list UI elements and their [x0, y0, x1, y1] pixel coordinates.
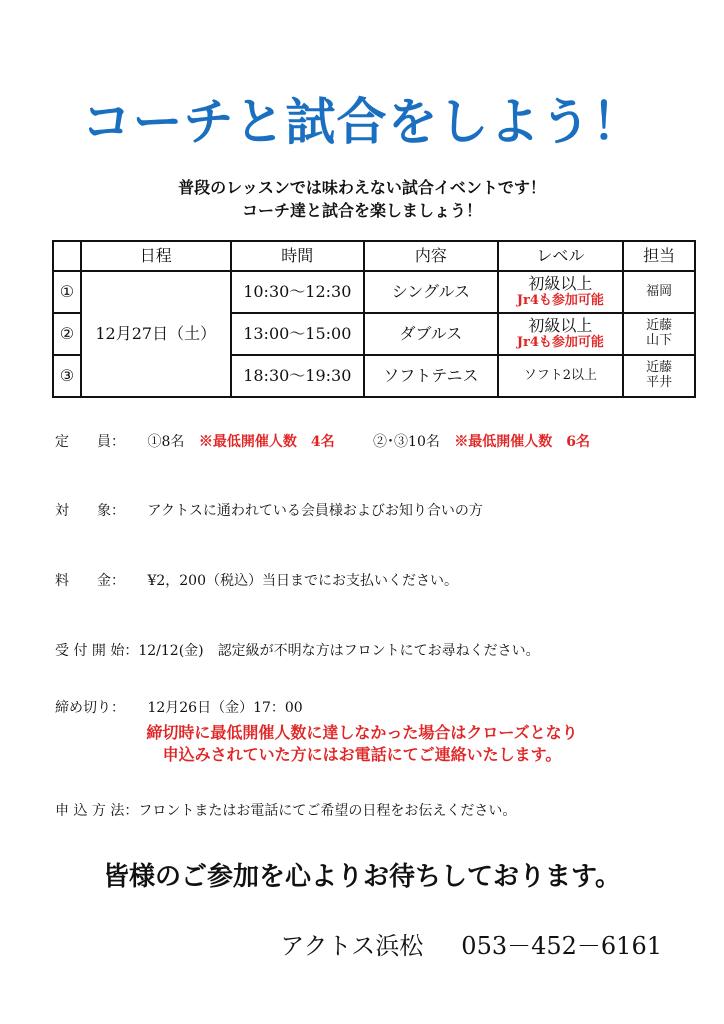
level-note: Jr4も参加可能	[516, 334, 604, 350]
staff-name: 山下	[646, 333, 673, 348]
capacity-b: ②･③10名	[373, 434, 440, 450]
deadline-value: 12月26日（金）17：00	[147, 700, 303, 716]
header-date: 日程	[81, 241, 231, 271]
deadline-notice-2: 申込みされていた方にはお電話にてご連絡いたします。	[162, 745, 562, 764]
reception-value: 12/12(金) 認定級が不明な方はフロントにてお尋ねください。	[138, 643, 540, 659]
deadline-label: 締め切り：	[55, 700, 125, 716]
row-content: ダブルス	[364, 313, 498, 355]
target-section	[55, 500, 483, 520]
row-staff	[623, 271, 695, 313]
schedule-table	[52, 240, 696, 398]
deadline-notice-1: 締切時に最低開催人数に達しなかった場合はクローズとなり	[146, 723, 578, 742]
target-value: アクトスに通われている会員様およびお知り合いの方	[147, 503, 483, 519]
capacity-label: 定 員：	[55, 434, 125, 450]
fee-label: 料 金：	[55, 573, 125, 589]
row-level	[498, 313, 624, 355]
level-note: Jr4も参加可能	[516, 292, 604, 308]
table-header-row	[53, 241, 695, 271]
contact-name: アクトス浜松	[280, 932, 424, 960]
staff-name: 福岡	[646, 283, 673, 299]
row-level	[498, 271, 624, 313]
event-date: 12月27日（土）	[81, 271, 231, 397]
deadline-section	[55, 697, 303, 717]
header-time: 時間	[231, 241, 365, 271]
row-time: 10:30～12:30	[231, 271, 365, 313]
fee-value: ¥2，200（税込）当日までにお支払いください。	[147, 573, 458, 589]
staff-name: 近藤	[646, 318, 673, 334]
capacity-section	[55, 431, 590, 451]
page-title: コーチと試合をしよう！	[81, 93, 643, 151]
header-staff: 担当	[623, 241, 695, 271]
staff-name: 平井	[646, 375, 673, 390]
capacity-b-note: ※最低開催人数 6名	[454, 434, 591, 450]
apply-value: フロントまたはお電話にてご希望の日程をお伝えください。	[138, 803, 517, 819]
table-row	[53, 271, 695, 313]
row-time: 18:30～19:30	[231, 355, 365, 397]
row-content: ソフトテニス	[364, 355, 498, 397]
row-number: ③	[53, 355, 81, 397]
closing-message: 皆様のご参加を心よりお待ちしております。	[103, 862, 621, 892]
apply-label: 申 込 方 法：	[55, 803, 139, 819]
apply-section	[55, 800, 516, 820]
capacity-a: ①8名	[147, 434, 185, 450]
header-level: レベル	[498, 241, 624, 271]
row-level	[498, 355, 624, 397]
row-staff	[623, 355, 695, 397]
target-label: 対 象：	[55, 503, 125, 519]
level-text: 初級以上	[528, 316, 593, 336]
staff-name: 近藤	[646, 360, 673, 376]
row-number: ②	[53, 313, 81, 355]
reception-section	[55, 640, 540, 660]
intro-line-2: コーチ達と試合を楽しましょう！	[241, 201, 482, 220]
header-no	[53, 241, 81, 271]
fee-section	[55, 570, 458, 590]
row-staff	[623, 313, 695, 355]
reception-label: 受 付 開 始：	[55, 643, 139, 659]
header-content: 内容	[364, 241, 498, 271]
row-time: 13:00～15:00	[231, 313, 365, 355]
level-text: 初級以上	[528, 274, 593, 294]
intro-line-1: 普段のレッスンでは味わえない試合イベントです！	[178, 178, 546, 197]
row-number: ①	[53, 271, 81, 313]
level-text: ソフト2以上	[523, 367, 598, 383]
contact-phone: 053－452－6161	[461, 932, 662, 960]
capacity-a-note: ※最低開催人数 4名	[198, 434, 335, 450]
contact-line	[280, 926, 662, 961]
row-content: シングルス	[364, 271, 498, 313]
